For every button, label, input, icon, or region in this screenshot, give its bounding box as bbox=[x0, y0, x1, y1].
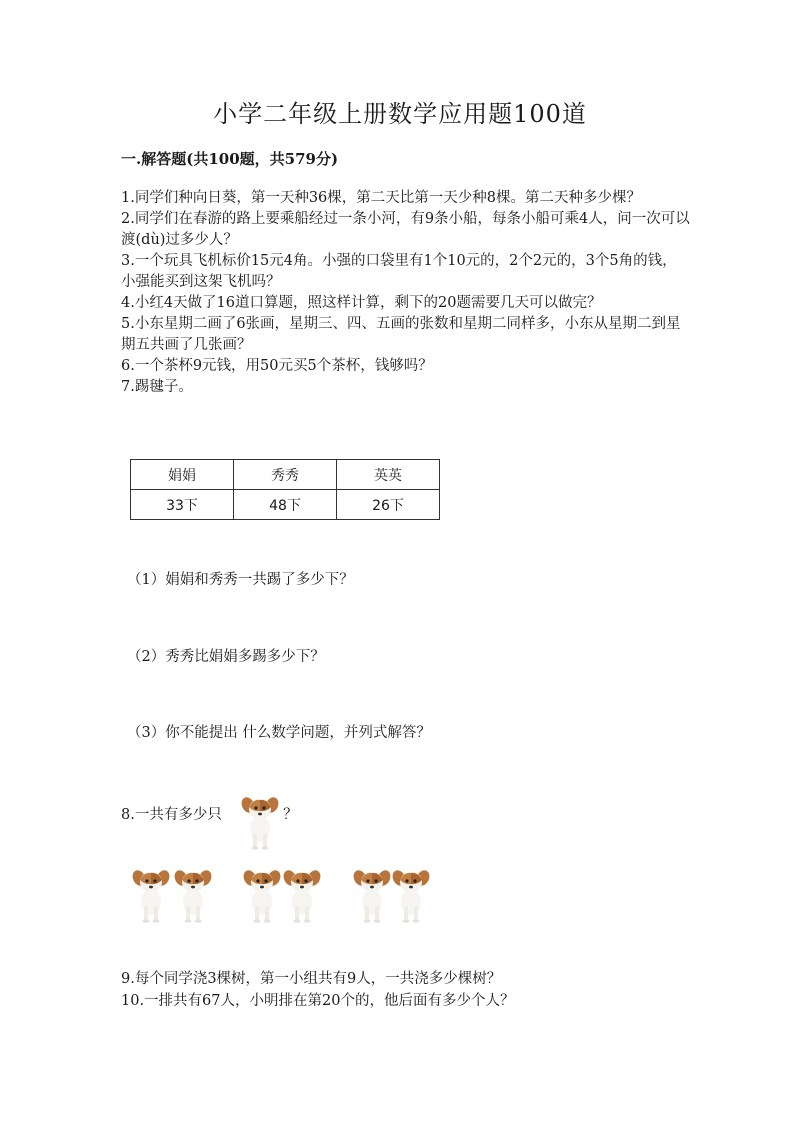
kick-table bbox=[130, 459, 440, 520]
question-8-prefix: 8.一共有多少只 bbox=[121, 807, 222, 823]
table-cell: 48下 bbox=[234, 490, 337, 520]
question-6: 6.一个茶杯9元钱，用50元买5个茶杯，钱够吗？ bbox=[121, 358, 433, 374]
question-list bbox=[121, 188, 691, 398]
page-title: 小学二年级上册数学应用题100道 bbox=[213, 100, 587, 128]
table-header-cell: 娟娟 bbox=[131, 460, 234, 490]
sub-question-2: （2）秀秀比娟娟多踢多少下？ bbox=[127, 649, 325, 665]
question-8 bbox=[121, 805, 691, 826]
puppy-icon bbox=[352, 866, 392, 924]
table-header-cell: 秀秀 bbox=[234, 460, 337, 490]
puppy-icon bbox=[242, 866, 282, 924]
question-7: 7.踢毽子。 bbox=[121, 379, 193, 395]
sub-question-1: （1）娟娟和秀秀一共踢了多少下？ bbox=[127, 572, 354, 588]
table-cell: 33下 bbox=[131, 490, 234, 520]
sub-question-3: （3）你不能提出 什么数学问题，并列式解答？ bbox=[127, 725, 431, 741]
question-4: 4.小红4天做了16道口算题，照这样计算，剩下的20题需要几天可以做完？ bbox=[121, 295, 602, 311]
question-5: 5.小东星期二画了6张画，星期三、四、五画的张数和星期二同样多，小东从星期二到星期五共画了几张画？ bbox=[121, 316, 681, 353]
table-cell: 26下 bbox=[337, 490, 440, 520]
question-10: 10.一排共有67人，小明排在第20个的，他后面有多少个人？ bbox=[121, 993, 515, 1009]
table-header-cell: 英英 bbox=[337, 460, 440, 490]
table-row bbox=[131, 490, 440, 520]
puppy-icon bbox=[131, 866, 171, 924]
question-1: 1.同学们种向日葵，第一天种36棵，第二天比第一天少种8棵。第二天种多少棵？ bbox=[121, 190, 642, 206]
question-9: 9.每个同学浇3棵树，第一小组共有9人，一共浇多少棵树？ bbox=[121, 971, 502, 987]
puppy-icon bbox=[282, 866, 322, 924]
question-2: 2.同学们在春游的路上要乘船经过一条小河，有9条小船，每条小船可乘4人，问一次可以渡(dù)过多少人？ bbox=[121, 211, 690, 248]
question-3: 3.一个玩具飞机标价15元4角。小强的口袋里有1个10元的，2个2元的，3个5角的钱，小强能买到这架飞机吗？ bbox=[121, 253, 677, 290]
puppy-icon bbox=[173, 866, 213, 924]
puppy-icon bbox=[240, 793, 280, 851]
table-header-row bbox=[131, 460, 440, 490]
puppy-icon bbox=[391, 866, 431, 924]
question-8-suffix: ？ bbox=[283, 807, 298, 823]
section-heading: 一.解答题(共100题，共579分) bbox=[121, 150, 339, 168]
